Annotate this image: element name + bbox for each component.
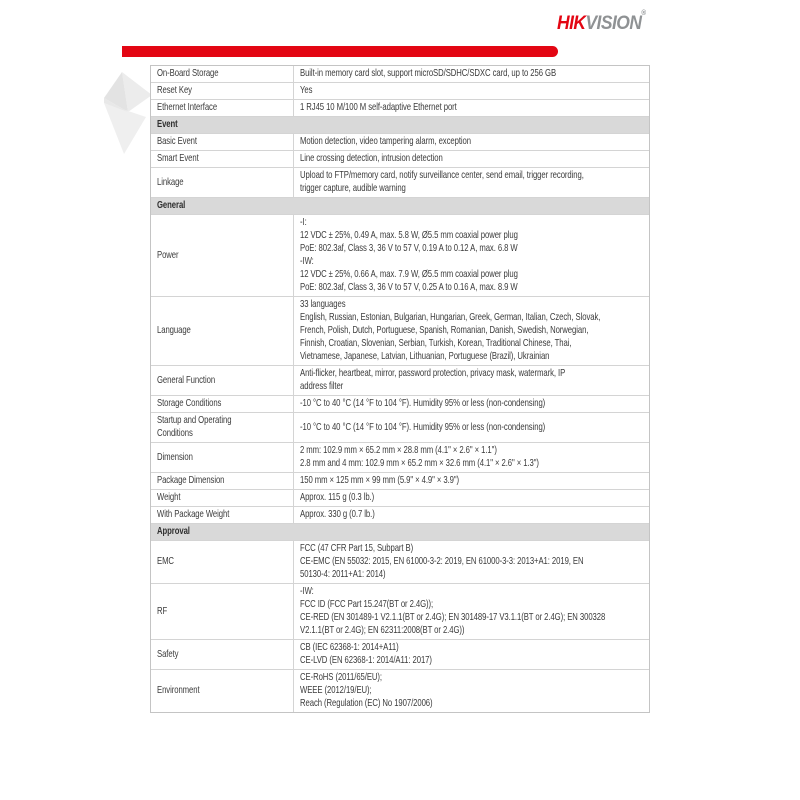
spec-label: [151, 490, 294, 506]
spec-value: [294, 541, 649, 583]
section-header-row: [151, 198, 649, 215]
spec-value: [294, 670, 649, 712]
spec-label: [151, 100, 294, 116]
spec-label: [151, 83, 294, 99]
spec-value: [294, 83, 649, 99]
spec-label: [151, 134, 294, 150]
spec-label: [151, 151, 294, 167]
spec-value: [294, 168, 649, 197]
spec-value-text: Anti-flicker, heartbeat, mirror, password protection, privacy mask, watermark, IP address filter: [300, 368, 566, 392]
table-row: [151, 473, 649, 490]
spec-value: [294, 396, 649, 412]
spec-value: [294, 66, 649, 82]
spec-value-text: Upload to FTP/memory card, notify surveillance center, send email, trigger recording, trigger capture, audible warning: [300, 170, 584, 194]
spec-label: [151, 366, 294, 395]
spec-value-text: Approx. 330 g (0.7 lb.): [300, 509, 375, 520]
spec-label: [151, 297, 294, 365]
spec-value: [294, 366, 649, 395]
section-header-row: [151, 524, 649, 541]
spec-value-text: CB (IEC 62368-1: 2014+A11) CE-LVD (EN 62368-1: 2014/A11: 2017): [300, 642, 432, 666]
section-title-text: Approval: [157, 526, 190, 537]
table-row: [151, 396, 649, 413]
spec-value: [294, 413, 649, 442]
logo-hik-text: HIK: [557, 13, 586, 34]
spec-label: [151, 584, 294, 639]
spec-value-text: 1 RJ45 10 M/100 M self-adaptive Ethernet port: [300, 102, 457, 113]
spec-value-text: -IW: FCC ID (FCC Part 15.247(BT or 2.4G)); CE-RED (EN 301489-1 V2.1.1(BT or 2.4G); EN 301489-17 V3.1.1(BT or 2.4G); EN 300328 V2.1.1(BT or 2.4G); EN 62311:2008(BT or 2.4G)): [300, 586, 606, 636]
table-row: [151, 83, 649, 100]
section-header-row: [151, 117, 649, 134]
spec-label: [151, 640, 294, 669]
spec-value-text: 2 mm: 102.9 mm × 65.2 mm × 28.8 mm (4.1" × 2.6" × 1.1") 2.8 mm and 4 mm: 102.9 mm × 65.2 mm × 32.6 mm (4.1" × 2.6" × 1.3"): [300, 445, 539, 469]
spec-label-text: Reset Key: [157, 85, 192, 96]
spec-value-text: 150 mm × 125 mm × 99 mm (5.9" × 4.9" × 3.9"): [300, 475, 460, 486]
spec-value: [294, 584, 649, 639]
spec-label: [151, 670, 294, 712]
spec-value: [294, 640, 649, 669]
logo-vision-text: VISION: [585, 13, 642, 34]
section-title: [151, 117, 649, 133]
section-title-text: Event: [157, 119, 178, 130]
spec-value: [294, 473, 649, 489]
spec-value: [294, 507, 649, 523]
spec-label-text: Weight: [157, 492, 181, 503]
spec-label: [151, 413, 294, 442]
spec-label-text: With Package Weight: [157, 509, 230, 520]
spec-label-text: Startup and Operating Conditions: [157, 415, 232, 439]
spec-label-text: Language: [157, 325, 191, 336]
spec-label-text: On-Board Storage: [157, 68, 219, 79]
table-row: [151, 443, 649, 473]
spec-label: [151, 215, 294, 296]
table-row: [151, 366, 649, 396]
spec-value-text: -10 °C to 40 °C (14 °F to 104 °F). Humidity 95% or less (non-condensing): [300, 421, 546, 433]
spec-label-text: General Function: [157, 374, 216, 386]
spec-label-text: Storage Conditions: [157, 398, 222, 409]
spec-label-text: Smart Event: [157, 153, 199, 164]
table-row: [151, 168, 649, 198]
spec-label: [151, 443, 294, 472]
red-accent-bar: [122, 46, 558, 57]
spec-value: [294, 443, 649, 472]
table-row: [151, 490, 649, 507]
table-row: [151, 670, 649, 712]
spec-label-text: Ethernet Interface: [157, 102, 218, 113]
spec-value: [294, 100, 649, 116]
spec-label-text: Basic Event: [157, 136, 197, 147]
spec-label: [151, 168, 294, 197]
hikvision-logo: [557, 10, 646, 32]
spec-label: [151, 541, 294, 583]
spec-value: [294, 215, 649, 296]
table-row: [151, 151, 649, 168]
spec-label-text: EMC: [157, 556, 174, 567]
spec-label-text: Environment: [157, 685, 200, 696]
spec-label-text: Package Dimension: [157, 475, 225, 486]
spec-value-text: 33 languages English, Russian, Estonian, Bulgarian, Hungarian, Greek, German, Italian, Czech, Slovak, French, Polish, Dutch, Portuguese, Spanish, Romanian, Danish, Swedish, Norwegian, Finnish, Croatian, Slovenian, Serbian, Turkish, Korean, Traditional Chinese, Thai, Vietnamese, Japanese, Latvian, Lithuanian, Portuguese (Brazil), Ukrainian: [300, 299, 601, 362]
spec-value-text: Approx. 115 g (0.3 lb.): [300, 492, 375, 503]
section-title-text: General: [157, 200, 186, 211]
table-row: [151, 413, 649, 443]
table-row: [151, 134, 649, 151]
spec-value-text: -I: 12 VDC ± 25%, 0.49 A, max. 5.8 W, Ø5.5 mm coaxial power plug PoE: 802.3af, Class 3, 36 V to 57 V, 0.19 A to 0.12 A, max. 6.8 W -IW: 12 VDC ± 25%, 0.66 A, max. 7.9 W, Ø5.5 mm coaxial power plug PoE: 802.3af, Class 3, 36 V to 57 V, 0.25 A to 0.16 A, max. 8.9 W: [300, 217, 518, 293]
spec-label: [151, 396, 294, 412]
spec-value-text: -10 °C to 40 °C (14 °F to 104 °F). Humidity 95% or less (non-condensing): [300, 398, 546, 409]
hikvision-watermark-icon: [98, 60, 156, 158]
spec-value-text: Line crossing detection, intrusion detection: [300, 153, 443, 164]
spec-label-text: Power: [157, 249, 179, 261]
spec-label-text: Safety: [157, 648, 179, 660]
section-title: [151, 524, 649, 540]
spec-value-text: Motion detection, video tampering alarm, exception: [300, 136, 471, 147]
spec-value: [294, 151, 649, 167]
spec-label-text: Dimension: [157, 451, 193, 463]
spec-value-text: Built-in memory card slot, support microSD/SDHC/SDXC card, up to 256 GB: [300, 68, 557, 79]
spec-label: [151, 66, 294, 82]
table-row: [151, 541, 649, 584]
spec-value: [294, 134, 649, 150]
table-row: [151, 66, 649, 83]
table-row: [151, 584, 649, 640]
table-row: [151, 215, 649, 297]
spec-value: [294, 297, 649, 365]
section-title: [151, 198, 649, 214]
registered-trademark-icon: ®: [641, 10, 647, 17]
spec-value-text: Yes: [300, 85, 313, 96]
table-row: [151, 297, 649, 366]
spec-label-text: RF: [157, 605, 168, 617]
spec-label-text: Linkage: [157, 176, 184, 188]
spec-label: [151, 473, 294, 489]
table-row: [151, 507, 649, 524]
table-row: [151, 100, 649, 117]
spec-value: [294, 490, 649, 506]
spec-table: [150, 65, 650, 713]
table-row: [151, 640, 649, 670]
spec-value-text: FCC (47 CFR Part 15, Subpart B) CE-EMC (EN 55032: 2015, EN 61000-3-2: 2019, EN 61000-3-3: 2013+A1: 2019, EN 50130-4: 2011+A1: 2014): [300, 543, 584, 580]
spec-label: [151, 507, 294, 523]
spec-value-text: CE-RoHS (2011/65/EU); WEEE (2012/19/EU); Reach (Regulation (EC) No 1907/2006): [300, 672, 433, 709]
